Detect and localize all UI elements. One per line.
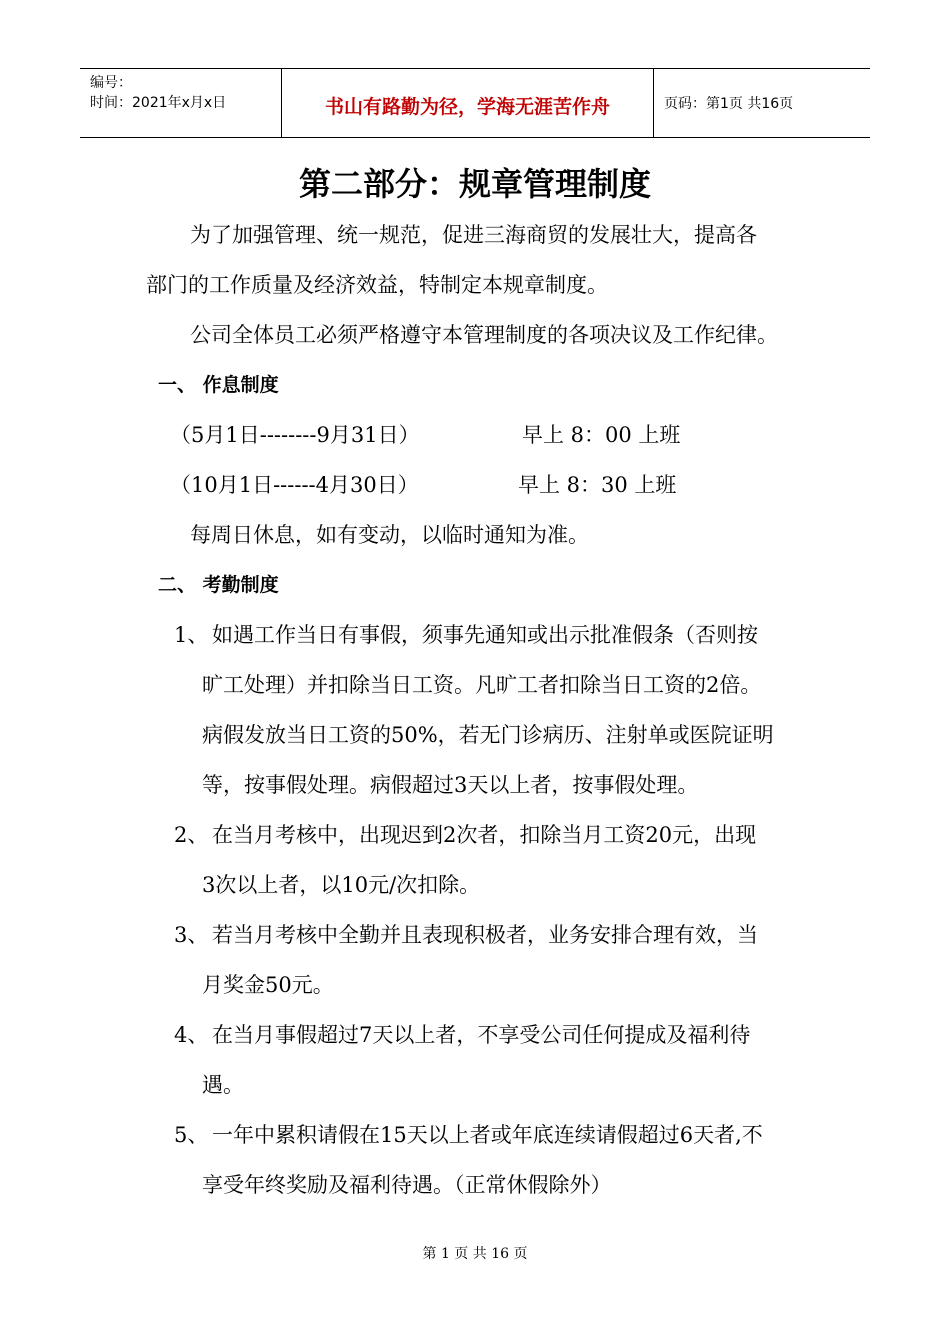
section-1-heading: 一、 作息制度 — [158, 374, 279, 396]
rule-1-number: 1、 — [174, 623, 209, 647]
rule-4-line-2: 遇。 — [202, 1073, 244, 1097]
document-title: 第二部分：规章管理制度 — [298, 165, 651, 203]
rule-1-line-3: 病假发放当日工资的50%，若无门诊病历、注射单或医院证明 — [202, 723, 774, 747]
schedule-period-winter: （10月1日------4月30日） — [170, 473, 419, 497]
schedule-time-winter: 早上 8：30 上班 — [518, 473, 677, 497]
schedule-note: 每周日休息，如有变动，以临时通知为准。 — [190, 523, 589, 547]
page-footer: 第 1 页 共 16 页 — [422, 1246, 528, 1262]
rule-3-number: 3、 — [174, 923, 209, 947]
rule-1-line-2: 旷工处理）并扣除当日工资。凡旷工者扣除当日工资的2倍。 — [202, 673, 762, 697]
page-header — [80, 68, 870, 138]
intro-paragraph-1-line-2: 部门的工作质量及经济效益，特制定本规章制度。 — [146, 273, 608, 297]
rule-5-number: 5、 — [174, 1123, 209, 1147]
intro-paragraph-1-line-1: 为了加强管理、统一规范，促进三海商贸的发展壮大，提高各 — [190, 223, 757, 247]
section-2-heading: 二、 考勤制度 — [158, 574, 279, 596]
rule-3-line-2: 月奖金50元。 — [202, 973, 334, 997]
rule-2-number: 2、 — [174, 823, 209, 847]
rule-3-line-1: 若当月考核中全勤并且表现积极者，业务安排合理有效，当 — [212, 923, 758, 947]
rule-4-line-1: 在当月事假超过7天以上者，不享受公司任何提成及福利待 — [212, 1023, 751, 1047]
header-number-label: 编号： — [90, 75, 132, 91]
header-time-label: 时间：2021年x月x日 — [90, 95, 227, 111]
rule-2-line-2: 3次以上者，以10元/次扣除。 — [202, 873, 481, 897]
header-motto: 书山有路勤为径，学海无涯苦作舟 — [282, 69, 654, 137]
intro-paragraph-2: 公司全体员工必须严格遵守本管理制度的各项决议及工作纪律。 — [190, 323, 778, 347]
header-page-info: 页码：第1页 共16页 — [664, 96, 794, 112]
rule-4-number: 4、 — [174, 1023, 209, 1047]
rule-1-line-4: 等，按事假处理。病假超过3天以上者，按事假处理。 — [202, 773, 699, 797]
schedule-time-summer: 早上 8：00 上班 — [522, 423, 681, 447]
header-meta-cell — [80, 69, 282, 137]
rule-2-line-1: 在当月考核中，出现迟到2次者，扣除当月工资20元，出现 — [212, 823, 757, 847]
rule-5-line-2: 享受年终奖励及福利待遇。（正常休假除外） — [202, 1173, 612, 1197]
schedule-period-summer: （5月1日--------9月31日） — [170, 423, 420, 447]
rule-5-line-1: 一年中累积请假在15天以上者或年底连续请假超过6天者,不 — [212, 1123, 763, 1147]
rule-1-line-1: 如遇工作当日有事假，须事先通知或出示批准假条（否则按 — [212, 623, 758, 647]
